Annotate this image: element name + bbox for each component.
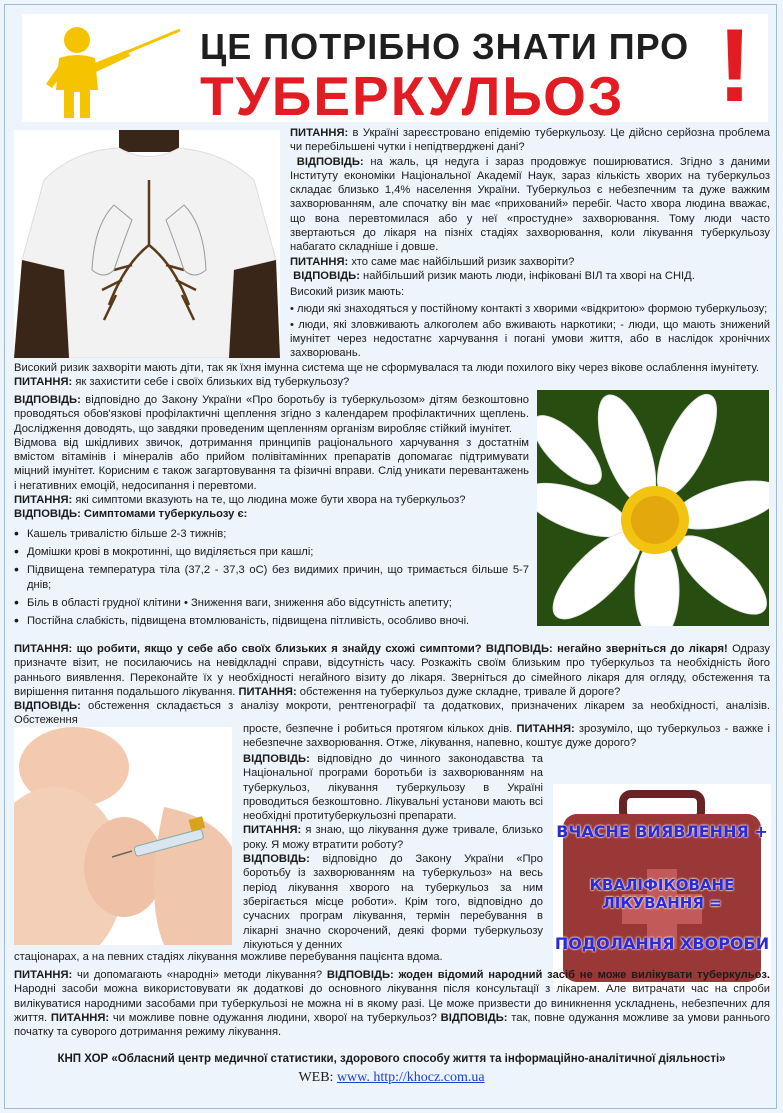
- poster-line-2: КВАЛІФІКОВАНЕ ЛІКУВАННЯ =: [589, 876, 735, 912]
- daisy-icon: [537, 390, 769, 626]
- list-item: • Біль в області грудної клітини • Зниження ваги, зниження або відсутність апетиту;: [14, 596, 529, 610]
- list-item: • Домішки крові в мокротинні, що виділяється при кашлі;: [14, 545, 529, 559]
- vaccination-icon: [14, 727, 232, 945]
- banner-title-line1: ЦЕ ПОТРІБНО ЗНАТИ ПРО: [200, 26, 690, 67]
- list-item: • Постійна слабкість, підвищена втомлюваність, підвищена пітливість, особливо вночі.: [14, 614, 529, 628]
- qa-section-1: ПИТАННЯ: в Україні зареєстровано епідемію туберкульозу. Це дійсно серйозна проблема чи перебільшені чутки і непідтверджені дані? ВІДПОВІДЬ: на жаль, ця недуга і зараз продовжує поширюватися. Згідно з даними Інституту економіки Національної Академії Наук, зараз кількість хворих на туберкульоз складає близько 1,4% населення України. Туберкульоз є небезпечним та дуже важким захворюванням, але спочатку він має «прихований» перебіг. Часто хвора людина вважає, що вона перевтомилася або у неї «простудне» захворювання. Тому люди часто звертаються до лікаря на пізніх стадіях захворювання, коли лікування туберкульозу набагато складніше і довше. ПИТАННЯ: хто саме має найбільший ризик захворіти? ВІДПОВІДЬ: найбільший ризик мають люди, інфіковані ВІЛ та хворі на СНІД. Високий ризик мають: • люди які знаходяться у постійному контакті з хворими «відкритою» формою туберкульозу; • люди, які зловживають алкоголем або вживають наркотики; - люди, що мають знижений імунітет через недостатнє харчування і погані умови життя, або в наслідок хронічних захворювань.: [290, 127, 771, 360]
- banner-title-line2: ТУБЕРКУЛЬОЗ: [200, 65, 625, 127]
- slogan-poster-image: [553, 784, 771, 992]
- tshirt-lungs-image: [14, 130, 280, 358]
- qa-section-6: ВІДПОВІДЬ: відповідно до чинного законодавства та Національної програми боротьби із захворюванням на туберкульоз, лікування туберкульозу в Україні проводиться безкоштовно. Лікувальні установи мають всі необхідні протитуберкульозні препарати. ПИТАННЯ: я знаю, що лікування дуже тривале, близько року. Я можу втратити роботу? ВІДПОВІДЬ: відповідно до Закону України «Про боротьбу із захворюванням на туберкульоз» на весь період лікування хворого на туберкульоз за ним зберігається місце роботи». Крім того, відповідно до сучасних програм лікування, термін перебування в лікарні значно скорочений, деякі форми туберкульозу лікуються у денних: [243, 753, 543, 951]
- symptom-list: [14, 527, 529, 629]
- qa-section-5: просте, безпечне і робиться протягом кількох днів. ПИТАННЯ: зрозуміло, що туберкульоз - важке і небезпечне захворювання. Отже, лікування, напевно, коштує дуже дорого?: [243, 723, 770, 750]
- qa-section-2: Високий ризик захворіти мають діти, так як їхня імунна система ще не сформувалася та люди похилого віку через вікове ослаблення імунітету. ПИТАННЯ: як захистити себе і своїх близьких від туберкульозу?: [14, 362, 759, 389]
- poster-line-3: ПОДОЛАННЯ ХВОРОБИ: [554, 934, 770, 953]
- qa-section-7: стаціонарах, а на певних стадіях лікування можливе перебування пацієнта вдома.: [14, 951, 443, 963]
- header-banner: [22, 8, 768, 127]
- poster-line-1: ВЧАСНЕ ВИЯВЛЕННЯ +: [556, 822, 768, 841]
- qa-section-4: ПИТАННЯ: що робити, якщо у себе або своїх близьких я знайду схожі симптоми? ВІДПОВІДЬ: негайно зверніться до лікаря! Одразу призначте візит, не посилаючись на невідкладні справи, відсутність часу. Розкажіть своїм близьким про туберкульоз та необхідність його раннього виявлення. Переконайте їх у необхідності негайного візиту до лікаря. Зверніться до сімейного лікаря для огляду, обстеження та вирішення питання подальшого лікування. ПИТАННЯ: обстеження на туберкульоз дуже складне, тривале й дороге? ВІДПОВІДЬ: обстеження складається з аналізу мокроти, рентгенографії та додаткових, призначених лікарем за необхідності, аналізів. Обстеження: [14, 643, 771, 727]
- baby-vaccination-image: [14, 727, 232, 945]
- footer-web: [0, 1070, 783, 1086]
- website-link[interactable]: www. http://khocz.com.ua: [336, 1070, 485, 1085]
- list-item: • Підвищена температура тіла (37,2 - 37,3 оС) без видимих причин, що тримається більше 5-7 днів;: [14, 563, 529, 592]
- presenter-figure-icon: [32, 20, 182, 120]
- qa-section-3: ВІДПОВІДЬ: відповідно до Закону України «Про боротьбу із туберкульозом» дітям безкоштовно проводяться обов'язкові профілактичні щеплення згідно з календарем профілактичних щеплень. Дослідження доводять, що завдяки проведеним щепленням організм виробляє стійкий імунітет. Відмова від шкідливих звичок, дотримання принципів раціонального харчування з достатнім вмістом вітамінів і мінералів або прийом полівітамінних препаратів допомагає підтримувати міцний імунітет. Корисним є також загартовування та фізичні вправи. Слід уникати перевантажень і негативних емоцій, недосипання і перевтоми. ПИТАННЯ: які симптоми вказують на те, що людина може бути хвора на туберкульоз? ВІДПОВІДЬ: Симптомами туберкульозу є: • Кашель тривалістю більше 2-3 тижнів; • Домішки крові в мокротинні, що виділяється при кашлі; • Підвищена температура тіла (37,2 - 37,3 оС) без видимих причин, що тримається більше 5-7 днів; • Біль в області грудної клітини • Зниження ваги, зниження або відсутність апетиту; • Постійна слабкість, підвищена втомлюваність, підвищена пітливість, особливо вночі.: [14, 393, 529, 632]
- footer-org: КНП ХОР «Обласний центр медичної статистики, здорового способу життя та інформаційно-аналітичної діяльності»: [57, 1053, 726, 1065]
- daisy-flower-image: [537, 390, 769, 626]
- list-item: • Кашель тривалістю більше 2-3 тижнів;: [14, 527, 529, 541]
- qa-section-8: ПИТАННЯ: чи допомагають «народні» методи лікування? ВІДПОВІДЬ: жоден відомий народний засіб не може вилікувати туберкульоз. Народні засоби можна використовувати як додаткові до основного лікування після консультації з лікарем. Але витрачати час на спроби вилікуватися народними засобами при туберкульозі не можна ні в якому разі. Це може призвести до виникнення ускладнень, небезпечних для життя. ПИТАННЯ: чи можливе повне одужання людини, хворої на туберкульоз? ВІДПОВІДЬ: так, повне одужання можливе за умови раннього початку та суворого дотримання режиму лікування.: [14, 969, 770, 1039]
- tshirt-lungs-icon: [14, 130, 280, 358]
- web-label: WEB:: [298, 1070, 337, 1085]
- banner-exclamation: !: [717, 8, 752, 124]
